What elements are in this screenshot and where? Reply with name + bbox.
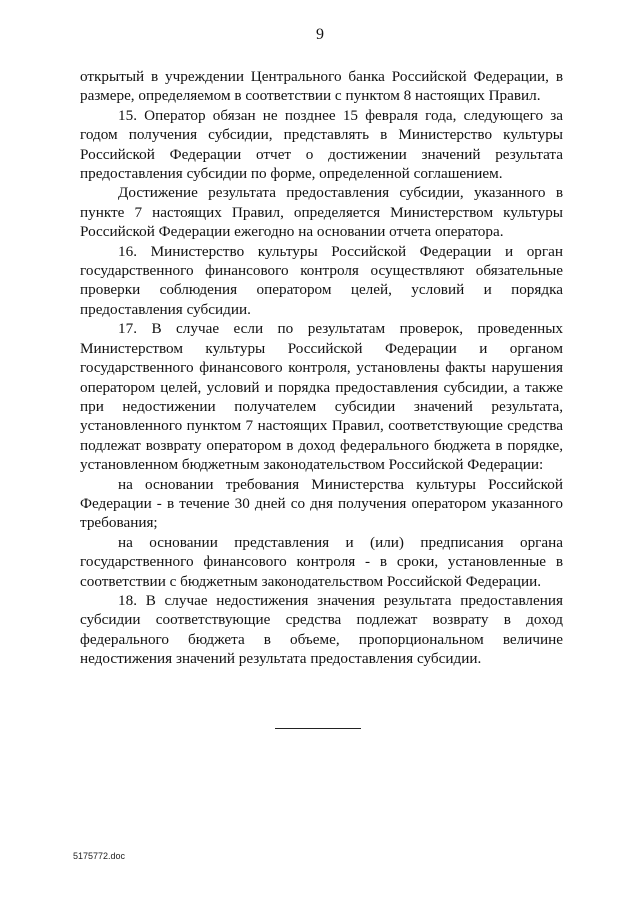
document-id: 5175772.doc [73,851,126,861]
paragraph-18: 18. В случае недостижения значения результата предоставления субсидии соответствующие средства подлежат возврату в доход федерального бюджета в объеме, пропорциональном величине недостижения значений результата предоставления субсидии. [80,591,563,668]
page-number: 9 [316,26,324,43]
end-of-document-line [275,728,361,729]
paragraph-bank-account: открытый в учреждении Центрального банка Российской Федерации, в размере, определяемом в соответствии с пунктом 8 настоящих Правил. [80,68,563,105]
paragraph-16: 16. Министерство культуры Российской Федерации и орган государственного финансового контроля осуществляют обязательные проверки соблюдения оператором целей, условий и порядка предоставления субсидии. [80,242,563,318]
paragraph-17-control-order: на основании представления и (или) предписания органа государственного финансового контроля - в сроки, установленные в соответствии с бюджетным законодательством Российской Федерации. [80,533,563,590]
paragraph-17-ministry-demand: на основании требования Министерства культуры Российской Федерации - в течение 30 дней со дня получения оператором указанного требования; [80,475,563,532]
document-body [80,67,563,669]
paragraph-15-achievement: Достижение результата предоставления субсидии, указанного в пункте 7 настоящих Правил, определяется Министерством культуры Российской Федерации ежегодно на основании отчета оператора. [80,184,563,241]
paragraph-15: 15. Оператор обязан не позднее 15 февраля года, следующего за годом получения субсидии, представлять в Министерство культуры Российской Федерации отчет о достижении значений результата предоставления субсидии по форме, определенной соглашением. [80,106,563,183]
paragraph-17: 17. В случае если по результатам проверок, проведенных Министерством культуры Российской Федерации и органом государственного финансового контроля, установлены факты нарушения оператором целей, условий и порядка предоставления субсидии, а также при недостижении получателем субсидии значений результата, установленного пунктом 7 настоящих Правил, соответствующие средства подлежат возврату оператором в доход федерального бюджета в порядке, установленном бюджетным законодательством Российской Федерации: [80,320,563,474]
